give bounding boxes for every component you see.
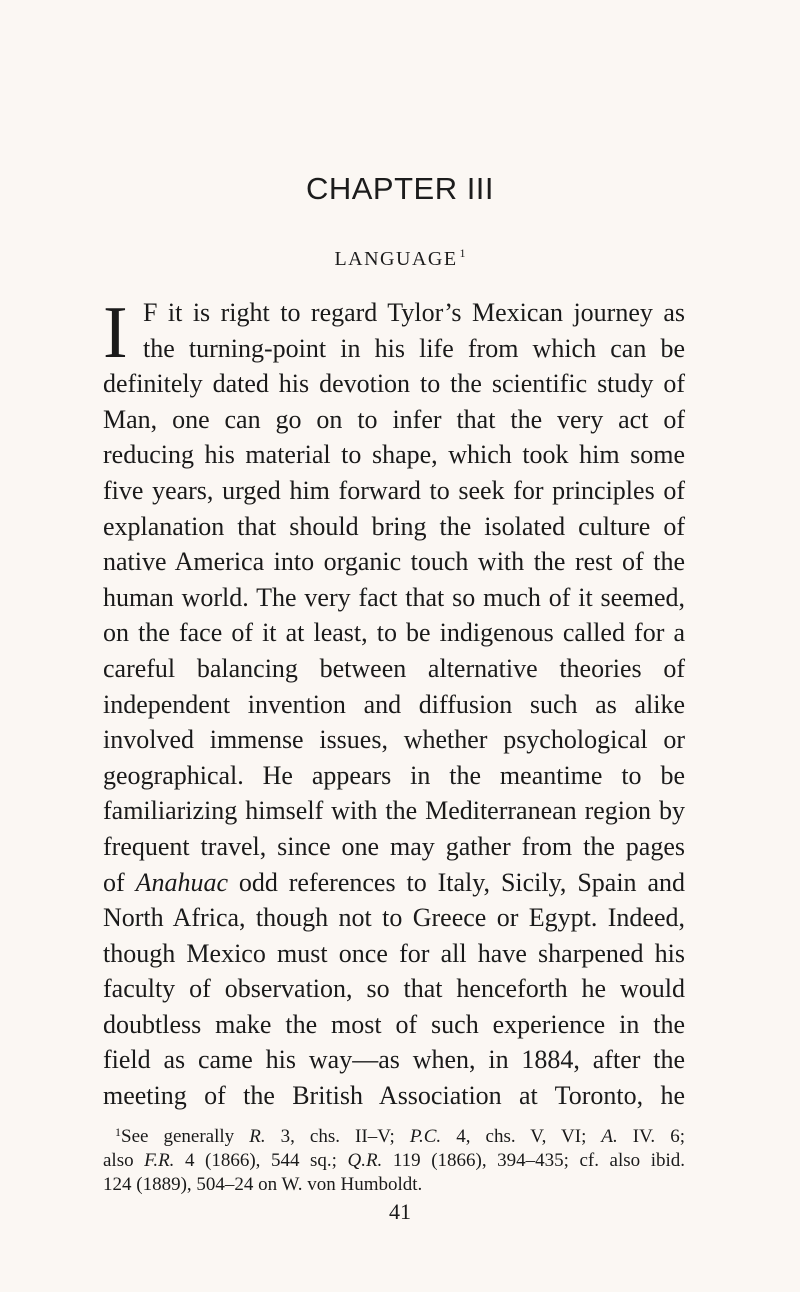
abbreviation: Q.R. [347, 1150, 383, 1171]
body-paragraph [103, 292, 685, 1114]
footnote [103, 1120, 685, 1197]
drop-cap: I [103, 292, 128, 374]
abbreviation: P.C. [409, 1126, 442, 1147]
footnote-line [103, 1120, 685, 1149]
text-fragment: North [103, 903, 164, 933]
text-line: definitely dated his devotion to the scientific study of [103, 369, 685, 399]
text-line: geographical. He appears in the meantime to be [103, 760, 685, 790]
text-fragment: odd references to Italy, Sicily, Spain and [227, 867, 685, 897]
text-line: reducing his material to shape, which took him some [103, 440, 685, 470]
text-line: independent invention and diffusion such as alike [103, 689, 685, 719]
text-line: Man, one can go on to infer that the very act of [103, 404, 685, 434]
text-line: doubtless make the most of such experience in the [103, 1009, 685, 1039]
book-title-anahuac: Anahuac [135, 867, 228, 897]
abbreviation: R. [249, 1126, 266, 1147]
text-line: on the face of it at least, to be indigenous called for a [103, 618, 685, 648]
chapter-title: CHAPTER III [305, 171, 495, 206]
text-line: five years, urged him forward to seek for principles of [103, 475, 685, 505]
abbreviation: A. [601, 1126, 618, 1147]
text-line: F it is right to regard Tylor’s Mexican journey as [143, 298, 685, 327]
text-fragment: of [103, 867, 136, 897]
text-line: meeting of the British Association at Toronto, he [103, 1081, 685, 1111]
footnote-line: 124 (1889), 504–24 on W. von Humboldt. [103, 1174, 423, 1195]
text-fragment: See generally [121, 1126, 250, 1147]
footnote-line [103, 1149, 685, 1173]
text-fragment: 3, chs. II–V; [265, 1126, 410, 1147]
text-line: frequent travel, since one may gather from the pages [103, 831, 685, 861]
text-line [103, 865, 685, 901]
section-heading [0, 246, 800, 271]
text-fragment: 119 (1866), 394–435; cf. also ibid. [382, 1150, 685, 1171]
text-fragment: also [103, 1150, 145, 1171]
text-line: though Mexico must once for all have sharpened his [103, 938, 685, 968]
text-line [103, 900, 685, 936]
text-line: faculty of observation, so that henceforth he would [103, 974, 685, 1004]
text-line: explanation that should bring the isolated culture of [103, 511, 685, 541]
text-line: familiarizing himself with the Mediterranean region by [103, 796, 685, 826]
text-fragment: IV. 6; [617, 1126, 685, 1147]
abbreviation: F.R. [144, 1150, 175, 1171]
text-fragment: 4 (1866), 544 sq.; [174, 1150, 348, 1171]
section-heading-text: LANGUAGE [334, 248, 458, 270]
text-line: involved immense issues, whether psychological or [103, 725, 685, 755]
text-line: careful balancing between alternative theories of [103, 653, 685, 683]
text-fragment: 4, chs. V, VI; [441, 1126, 602, 1147]
footnote-reference[interactable]: 1 [459, 246, 466, 260]
text-line: field as came his way—as when, in 1884, after the [103, 1045, 685, 1075]
text-fragment: Africa, though not to Greece or Egypt. Indeed, [172, 903, 685, 933]
text-line: native America into organic touch with the rest of the [103, 547, 685, 577]
page-number: 41 [389, 1199, 411, 1224]
text-line: the turning-point in his life from which can be [143, 333, 685, 363]
text-line: human world. The very fact that so much of it seemed, [103, 582, 685, 612]
footnote-marker: 1 [115, 1125, 121, 1139]
